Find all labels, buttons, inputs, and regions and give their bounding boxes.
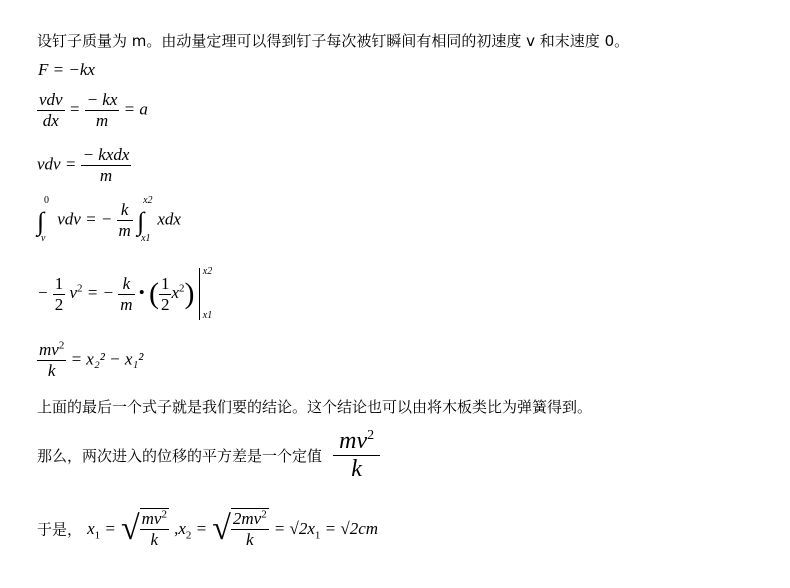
sqrt-frac-2: $\frac{2mv^2}{k}$ xyxy=(232,508,267,549)
variable-v: v xyxy=(69,282,78,302)
fraction-kxdx-m xyxy=(81,145,132,186)
variable-x: x xyxy=(171,282,180,302)
lower-limit-2: x1 xyxy=(141,232,151,244)
equation-evaluated: − $\frac{1}{2}$ $v^2$ = − $\frac{k}{m}$ • ( $\frac{1}{2}$ $x^2$) x2 x1 xyxy=(37,266,213,321)
denominator: m xyxy=(95,111,109,130)
numerator: 1 xyxy=(54,273,64,293)
numerator: vdv xyxy=(39,90,63,109)
integral-sign: ∫ 0 v xyxy=(37,194,49,244)
fraction-mv2-k-large: $\frac{mv^2}{k}$ xyxy=(333,428,380,483)
equation-integral xyxy=(37,194,181,255)
final-result: 于是， $x_1$ = √ $\frac{mv^2}{k}$ $,x_2$ = √ $\frac{2mv^2}{k}$ = $√2x_1 = √2cm$ xyxy=(37,508,379,549)
numerator: k xyxy=(118,274,134,295)
denominator: dx xyxy=(42,111,59,130)
integrand: vdv = − xyxy=(57,209,113,229)
constant-statement xyxy=(37,428,380,483)
lhs: vdv = xyxy=(37,154,77,174)
fraction-k-m-2 xyxy=(118,274,134,315)
equation-vdv xyxy=(37,145,131,186)
upper-limit: 0 xyxy=(44,194,49,206)
denominator: k xyxy=(47,361,56,380)
integrand-xdx: xdx xyxy=(157,209,181,229)
evaluation-bar xyxy=(199,268,214,320)
bullet-dot: • xyxy=(138,282,145,302)
denominator: 2 xyxy=(160,294,170,314)
fraction-mv2-k xyxy=(37,340,66,381)
numerator: − kxdx xyxy=(82,145,130,164)
sqrt-sign-2: √ xyxy=(212,510,231,547)
integral-sign-2: ∫ x2 x1 xyxy=(137,194,153,244)
conclusion-sentence: 上面的最后一个式子就是我们要的结论。这个结论也可以由将木板类比为弹簧得到。 xyxy=(37,398,593,416)
eval-lower: x1 xyxy=(202,310,213,321)
numerator: − kx xyxy=(86,90,118,109)
fraction-half xyxy=(53,274,66,315)
constant-text: 那么，两次进入的位移的平方差是一个定值 xyxy=(37,447,323,465)
minus-sign: − xyxy=(37,282,49,302)
denominator: m xyxy=(118,221,131,240)
denominator: m xyxy=(120,294,133,314)
upper-limit-2: x2 xyxy=(143,194,153,206)
equals-minus: = − xyxy=(86,282,114,302)
fraction-vdv-dx xyxy=(37,90,65,131)
numerator: $mv^2$ xyxy=(39,339,65,359)
sqrt-sign: √ xyxy=(120,510,140,547)
sqrt-frac-1: $\frac{mv^2}{k}$ xyxy=(141,508,167,549)
denominator: 2 xyxy=(54,294,64,314)
lower-limit: v xyxy=(41,232,46,244)
equation-acceleration xyxy=(37,90,148,131)
fraction-kx-m xyxy=(85,90,120,131)
intro-sentence: 设钉子质量为 m。由动量定理可以得到钉子每次被钉瞬间有相同的初速度 v 和末速度 0。 xyxy=(37,32,630,50)
eval-upper: x2 xyxy=(202,266,213,277)
equals-a: = a xyxy=(123,99,148,119)
final-prefix: 于是， xyxy=(37,520,83,539)
denominator: m xyxy=(99,166,113,185)
equation-result xyxy=(37,340,143,381)
equals-sign: = xyxy=(68,99,81,119)
equation-force: F = −kx xyxy=(38,60,95,79)
numerator: k xyxy=(117,200,133,221)
fraction-k-m xyxy=(117,200,133,241)
numerator: 1 xyxy=(160,273,170,293)
rhs-difference: = x₂² − x₁² xyxy=(70,349,144,369)
